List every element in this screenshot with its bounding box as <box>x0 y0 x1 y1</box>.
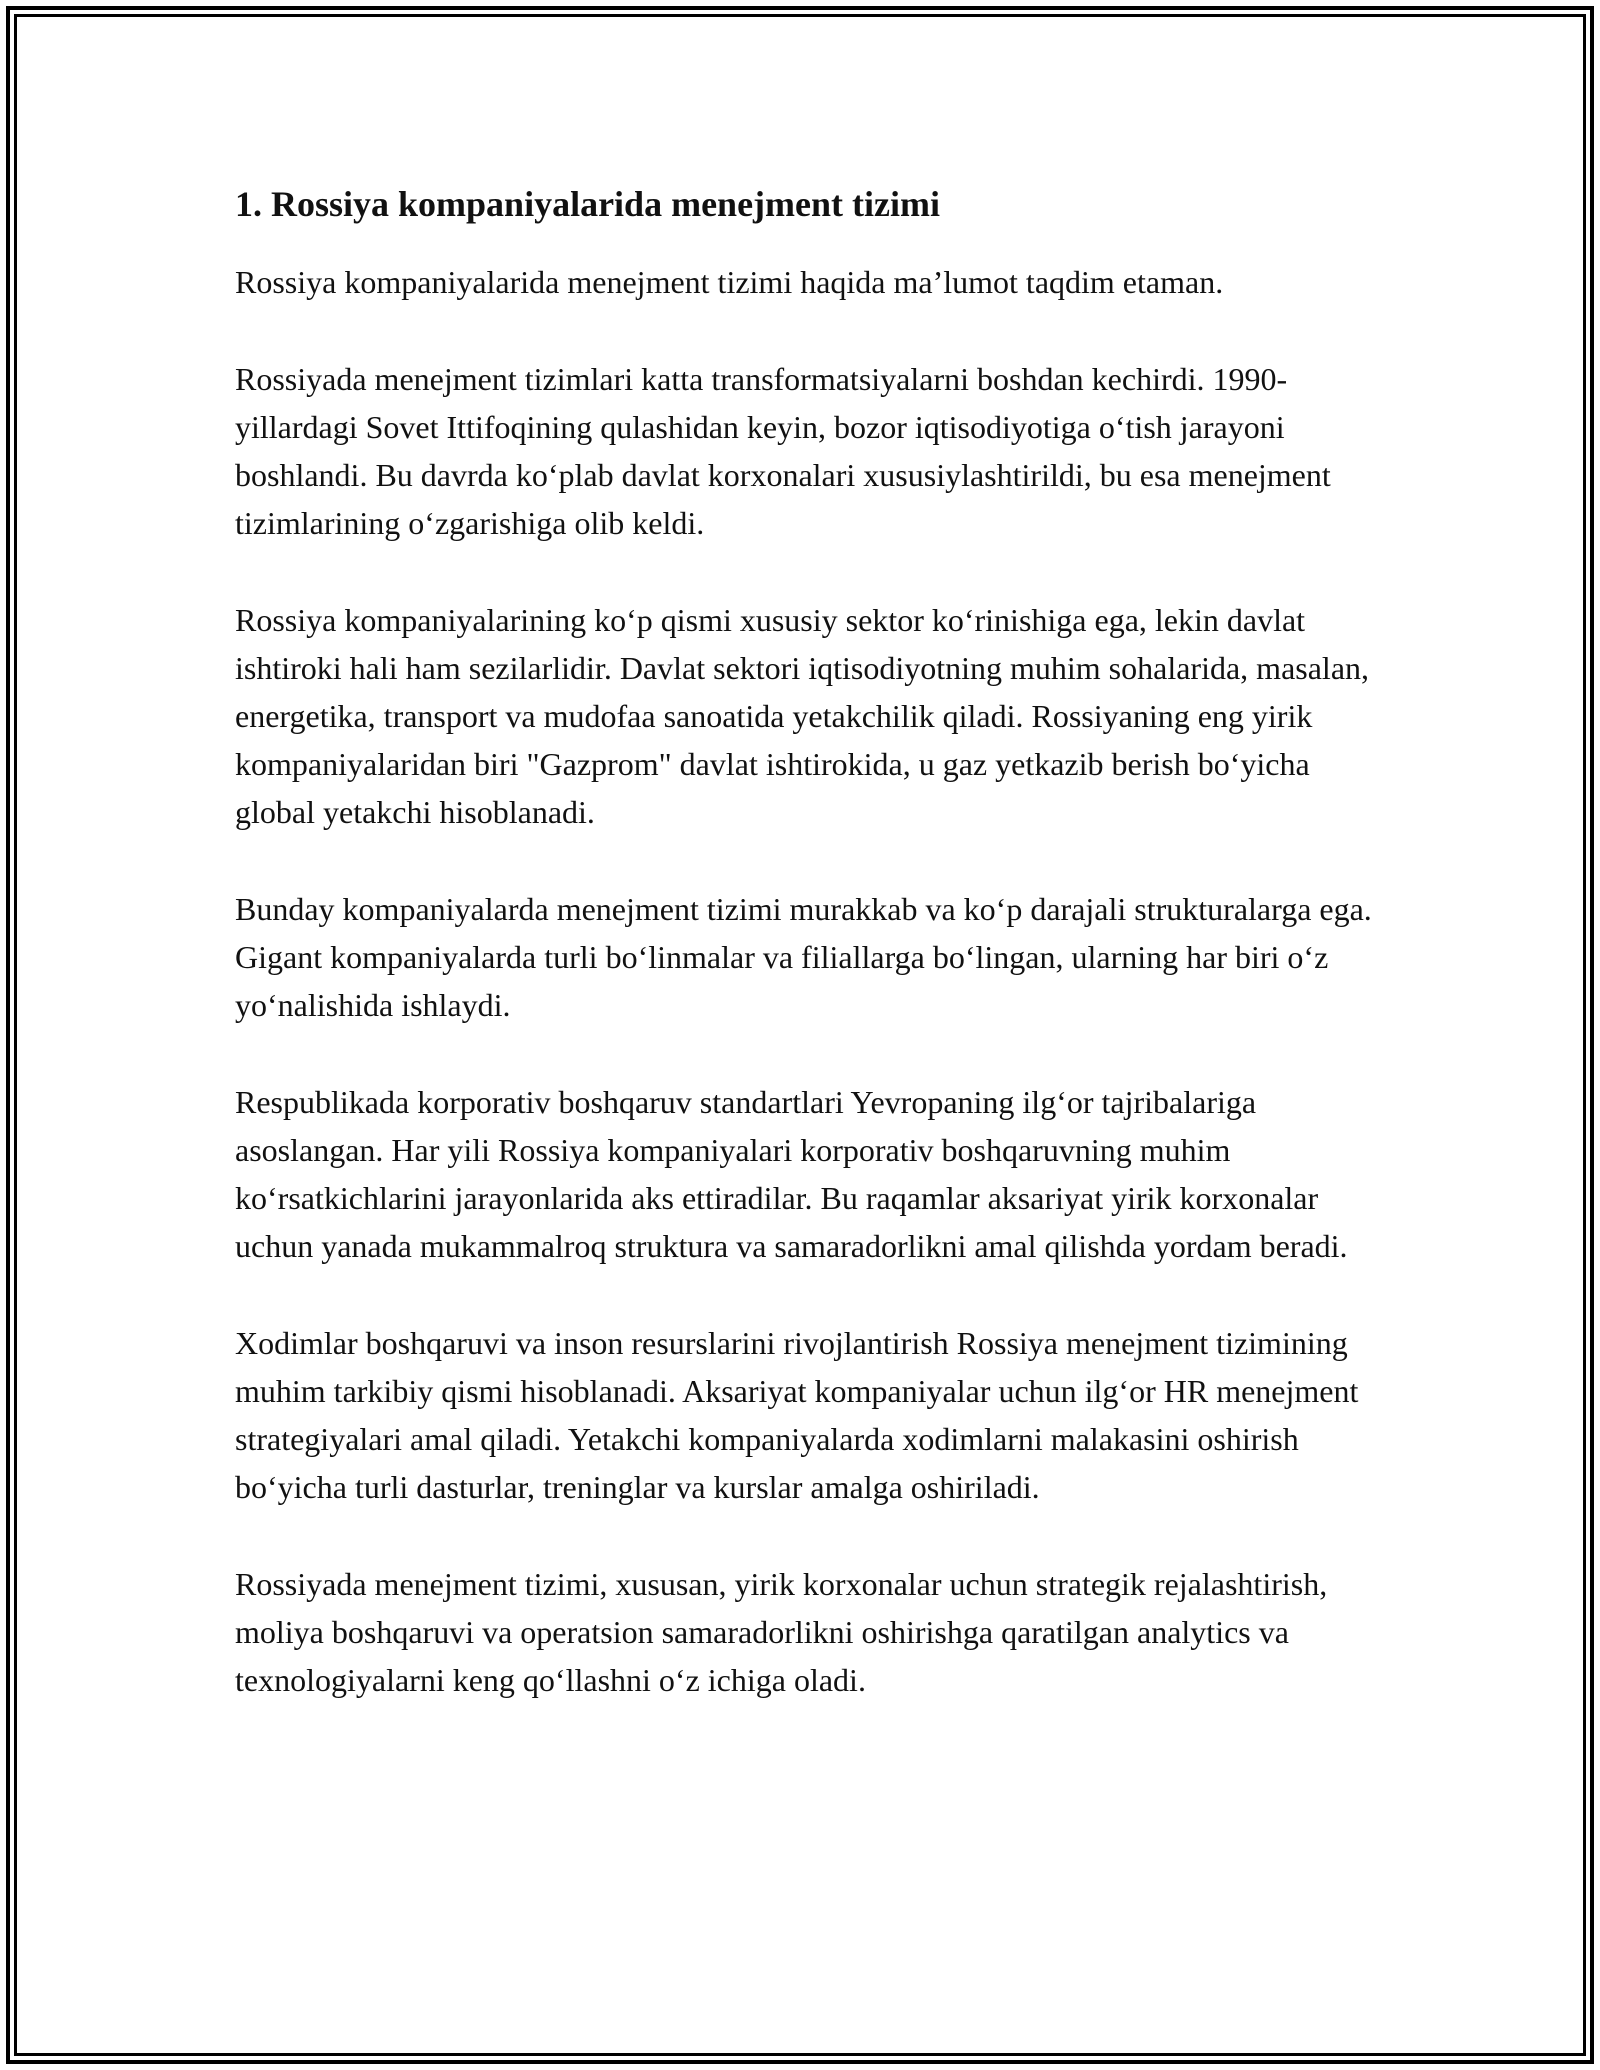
section-heading: 1. Rossiya kompaniyalarida menejment tizimi <box>235 184 940 224</box>
paragraph-transformation: Rossiyada menejment tizimlari katta transformatsiyalarni boshdan kechirdi. 1990-yillardagi Sovet Ittifoqining qulashidan keyin, bozor iqtisodiyotiga o‘tish jarayoni boshlandi. Bu davrda ko‘plab davlat korxonalari xususiylashtirildi, bu esa menejment tizimlarining o‘zgarishiga olib keldi. <box>235 361 1331 541</box>
paragraph-corporate-governance: Respublikada korporativ boshqaruv standartlari Yevropaning ilg‘or tajribalariga asoslangan. Har yili Rossiya kompaniyalari korporativ boshqaruvning muhim ko‘rsatkichlarini jarayonlarida aks ettiradilar. Bu raqamlar aksariyat yirik korxonalar uchun yanada mukammalroq struktura va samaradorlikni amal qilishda yordam beradi. <box>235 1084 1348 1264</box>
paragraph-strategy: Rossiyada menejment tizimi, xususan, yirik korxonalar uchun strategik rejalashtirish, moliya boshqaruvi va operatsion samaradorlikni oshirishga qaratilgan analytics va texnologiyalarni keng qo‘llashni o‘z ichiga oladi. <box>235 1566 1328 1698</box>
paragraph-intro: Rossiya kompaniyalarida menejment tizimi haqida ma’lumot taqdim etaman. <box>235 264 1224 300</box>
document-body <box>235 180 1380 1704</box>
paragraph-human-resources: Xodimlar boshqaruvi va inson resurslarini rivojlantirish Rossiya menejment tizimining muhim tarkibiy qismi hisoblanadi. Aksariyat kompaniyalar uchun ilg‘or HR menejment strategiyalari amal qiladi. Yetakchi kompaniyalarda xodimlarni malakasini oshirish bo‘yicha turli dasturlar, treninglar va kurslar amalga oshiriladi. <box>235 1325 1359 1505</box>
paragraph-structure: Bunday kompaniyalarda menejment tizimi murakkab va ko‘p darajali strukturalarga ega. Gigant kompaniyalarda turli bo‘linmalar va filiallarga bo‘lingan, ularning har biri o‘z yo‘nalishida ishlaydi. <box>235 891 1372 1023</box>
paragraph-state-participation: Rossiya kompaniyalarining ko‘p qismi xususiy sektor ko‘rinishiga ega, lekin davlat ishtiroki hali ham sezilarlidir. Davlat sektori iqtisodiyotning muhim sohalarida, masalan, energetika, transport va mudofaa sanoatida yetakchilik qiladi. Rossiyaning eng yirik kompaniyalaridan biri "Gazprom" davlat ishtirokida, u gaz yetkazib berish bo‘yicha global yetakchi hisoblanadi. <box>235 602 1370 830</box>
